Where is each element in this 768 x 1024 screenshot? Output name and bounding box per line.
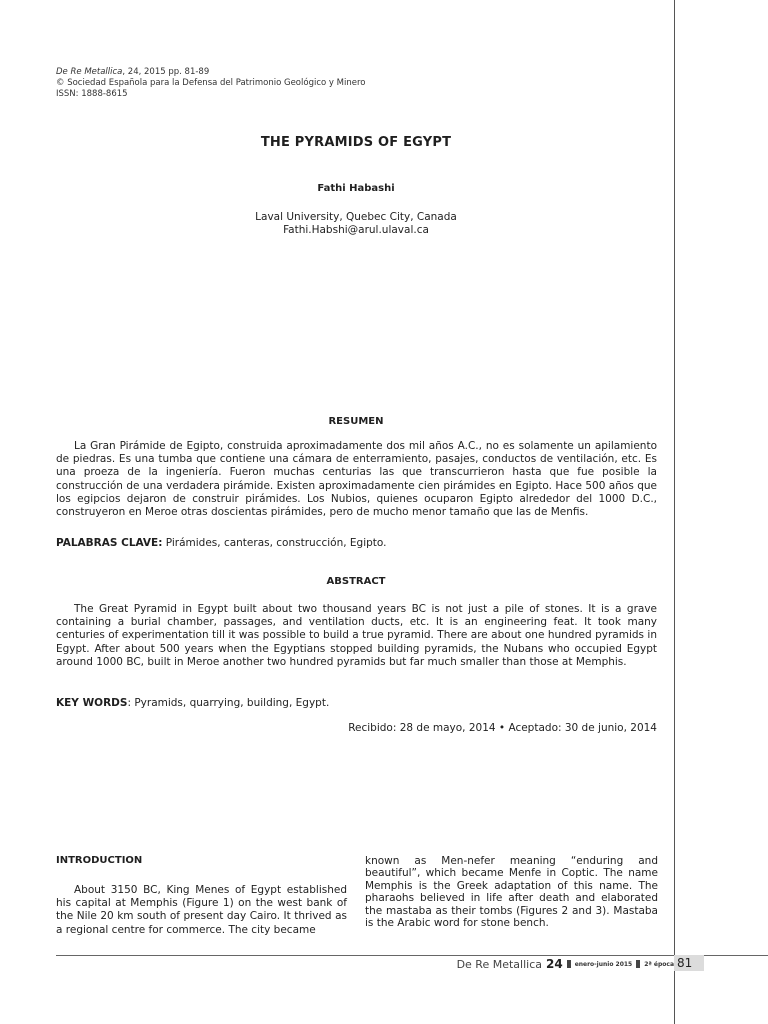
introduction-heading: INTRODUCTION bbox=[56, 855, 143, 866]
page-footer bbox=[457, 957, 674, 971]
abstract-text: The Great Pyramid in Egypt built about two thousand years BC is not just a pile of stones. It is a grave containing a burial chamber, passages, and ventilation ducts, etc. It is an engineering feat. It took many centuries of experimentation till it was possible to build a true pyramid. There are about one hundred pyramids in Egypt. After about 500 years when the Egyptians stopped building pyramids, the Nubans who occupied Egypt around 1000 BC, built in Meroe another two hundred pyramids but far much smaller than those at Memphis. bbox=[56, 603, 657, 668]
resumen-text: La Gran Pirámide de Egipto, construida aproximadamente dos mil años A.C., no es solamente un apilamiento de piedras. Es una tumba que contiene una cámara de enterramiento, pasajes, conductos de ventilación, etc. Es una proeza de la ingeniería. Fueron muchas centurias las que transcurrieron hasta que fue posible la construcción de una verdadera pirámide. Existen aproximadamente cien pirámides en Egipto. Hace 500 años que los egipcios dejaron de construir pirámides. Los Nubios, quienes ocuparon Egipto alrededor del 1000 D.C., construyeron en Meroe otras doscientas pirámides, pero de mucho menor tamaño que las de Menfis. bbox=[56, 440, 657, 519]
citation-details: , 24, 2015 pp. 81-89 bbox=[122, 67, 210, 77]
footer-rule bbox=[56, 955, 768, 956]
introduction-text-right: known as Men-nefer meaning “enduring and beautiful”, which became Menfe in Coptic. The name Memphis is the Greek adaptation of this name. The pharaohs believed in life after death and elaborated the mastaba as their tombs (Figures 2 and 3). Mastaba is the Arabic word for stone bench. bbox=[365, 855, 658, 930]
affiliation: Laval University, Quebec City, Canada bbox=[255, 211, 457, 223]
journal-name: De Re Metallica bbox=[56, 67, 123, 77]
copyright-line: © Sociedad Española para la Defensa del Patrimonio Geológico y Minero bbox=[56, 78, 366, 88]
citation-header bbox=[56, 67, 365, 100]
author-email[interactable]: Fathi.Habshi@arul.ulaval.ca bbox=[283, 224, 429, 236]
introduction-text-left: About 3150 BC, King Menes of Egypt established his capital at Memphis (Figure 1) on the west bank of the Nile 20 km south of present day Cairo. It thrived as a regional centre for commerce. The city became bbox=[56, 884, 347, 936]
resumen-keywords-label: PALABRAS CLAVE: bbox=[56, 537, 163, 549]
issn-line: ISSN: 1888-8615 bbox=[56, 89, 128, 99]
right-column bbox=[365, 855, 658, 929]
footer-magazine: De Re Metallica bbox=[456, 957, 542, 971]
paper-title: THE PYRAMIDS OF EGYPT bbox=[260, 135, 452, 150]
footer-issue: 24 bbox=[545, 957, 563, 971]
resumen-keywords bbox=[56, 537, 656, 550]
resumen-keywords-list: Pirámides, canteras, construcción, Egipto. bbox=[162, 537, 387, 549]
page-number: 81 bbox=[674, 955, 704, 971]
footer-separator bbox=[636, 960, 640, 968]
abstract-heading: ABSTRACT bbox=[326, 576, 386, 587]
margin-rule bbox=[674, 0, 675, 1024]
footer-period: enero-junio 2015 bbox=[574, 960, 633, 968]
resumen-heading: RESUMEN bbox=[328, 416, 384, 427]
left-column bbox=[56, 855, 347, 937]
abstract-keywords bbox=[56, 697, 656, 710]
received-accepted-dates: Recibido: 28 de mayo, 2014 • Aceptado: 30 de junio, 2014 bbox=[348, 722, 657, 734]
footer-epoch: 2ª época bbox=[644, 960, 674, 968]
abstract-keywords-list: : Pyramids, quarrying, building, Egypt. bbox=[127, 697, 330, 709]
abstract-keywords-label: KEY WORDS bbox=[56, 697, 128, 709]
footer-separator bbox=[567, 960, 571, 968]
author-name: Fathi Habashi bbox=[317, 183, 395, 194]
author-affiliation-block bbox=[56, 211, 656, 237]
